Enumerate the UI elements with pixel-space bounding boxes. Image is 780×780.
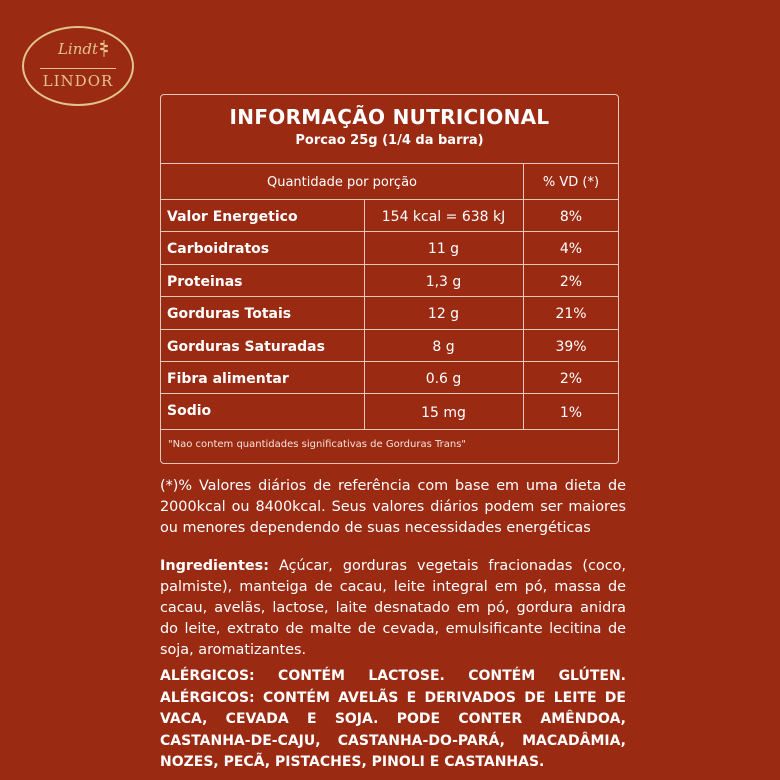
nutrient-name: Gorduras Saturadas (167, 339, 325, 355)
divider (161, 361, 618, 362)
divider (161, 329, 618, 330)
nutrient-amount: 154 kcal = 638 kJ (381, 209, 506, 225)
logo-script-text: Lindt (57, 40, 99, 58)
nutrition-facts-panel (160, 94, 619, 464)
nutrient-vd: 4% (559, 241, 583, 257)
divider (161, 296, 618, 297)
logo-wordmark: LINDOR (42, 72, 114, 90)
divider (161, 429, 618, 430)
divider (161, 231, 618, 232)
nutrient-vd: 1% (559, 405, 583, 421)
wheat-sprig-icon (98, 38, 110, 58)
nutrient-amount: 11 g (427, 241, 460, 257)
ingredients-label: Ingredientes: (160, 558, 269, 574)
nutrient-vd: 2% (559, 371, 583, 387)
nutrient-name: Carboidratos (167, 241, 270, 257)
allergen-line: CASTANHA-DE-CAJU, CASTANHA-DO-PARÁ, MACADÂMIA, (160, 732, 626, 749)
nutrient-amount: 15 mg (421, 405, 466, 421)
nutrient-name: Valor Energetico (167, 209, 298, 225)
nutrient-name: Sodio (167, 403, 212, 419)
header-quantity: Quantidade por porção (266, 175, 417, 190)
nutrient-vd: 39% (555, 339, 587, 355)
trans-fat-footnote: "Nao contem quantidades significativas de Gorduras Trans" (168, 439, 466, 450)
allergen-line: ALÉRGICOS: CONTÉM AVELÃS E DERIVADOS DE LEITE DE (160, 689, 626, 706)
ingredients-paragraph (160, 556, 626, 661)
allergen-line: ALÉRGICOS: CONTÉM LACTOSE. CONTÉM GLÚTEN. (160, 668, 626, 684)
divider (161, 163, 618, 164)
allergens-block (160, 666, 626, 774)
nutrient-amount: 12 g (427, 306, 460, 322)
allergen-line: VACA, CEVADA E SOJA. PODE CONTER AMÊNDOA, (160, 711, 626, 727)
divider (161, 199, 618, 200)
allergen-line: NOZES, PECÃ, PISTACHES, PINOLI E CASTANHAS. (160, 754, 545, 770)
header-vd: % VD (*) (542, 175, 600, 190)
logo-divider (40, 68, 116, 69)
lindt-logo (22, 26, 134, 106)
nutrient-name: Gorduras Totais (167, 306, 292, 322)
nutrient-vd: 8% (559, 209, 583, 225)
nutrition-title: INFORMAÇÃO NUTRICIONAL (229, 105, 550, 129)
nutrient-name: Fibra alimentar (167, 371, 289, 387)
divider (161, 264, 618, 265)
nutrient-name: Proteinas (167, 274, 243, 290)
nutrient-amount: 1,3 g (425, 274, 462, 290)
nutrient-amount: 8 g (432, 339, 455, 355)
daily-values-note: (*)% Valores diários de referência com base em uma dieta de 2000kcal ou 8400kcal. Seus valores diários podem ser maiores ou menores dependendo de suas necessidades energéticas (160, 478, 626, 536)
nutrient-vd: 21% (555, 306, 587, 322)
nutrient-amount: 0.6 g (425, 371, 462, 387)
ingredients-text: Açúcar, gorduras vegetais fracionadas (coco, palmiste), manteiga de cacau, leite integral em pó, massa de cacau, avelãs, lactose, laite desnatado em pó, gordura anidra do leite, extrato de malte de cevada, emulsificante lecitina de soja, aromatizantes. (160, 558, 626, 658)
nutrient-vd: 2% (559, 274, 583, 290)
divider (161, 393, 618, 394)
serving-size: Porcao 25g (1/4 da barra) (295, 133, 484, 148)
